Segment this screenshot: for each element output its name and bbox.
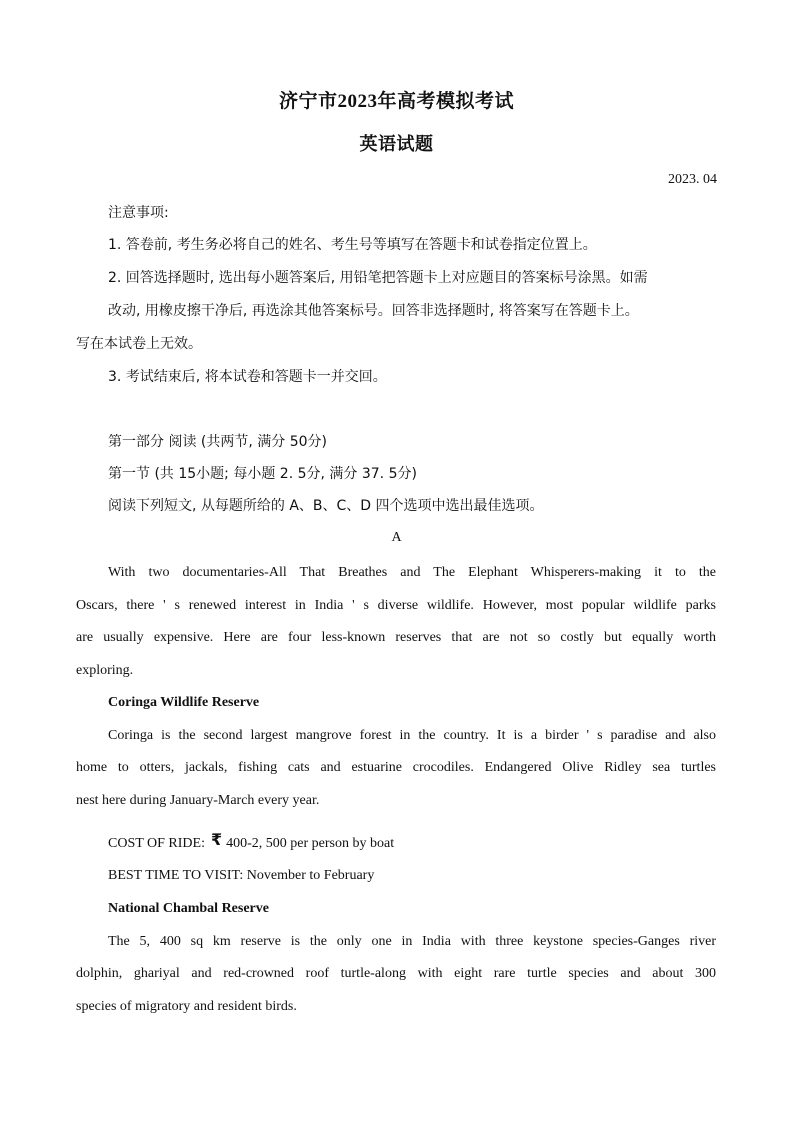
chambal-desc-line-2: dolphin, ghariyal and red-crowned roof turtle-along with eight rare turtle species and about 300 bbox=[76, 966, 716, 981]
notice-heading: 注意事项: bbox=[108, 205, 169, 221]
coringa-best-time: BEST TIME TO VISIT: November to February bbox=[108, 868, 375, 883]
passage-intro-line-2: Oscars, there ' s renewed interest in India ' s diverse wildlife. However, most popular wildlife parks bbox=[76, 598, 716, 613]
chambal-desc-line-3: species of migratory and resident birds. bbox=[76, 999, 297, 1014]
exam-title: 济宁市2023年高考模拟考试 bbox=[278, 91, 514, 112]
part1-heading: 第一部分 阅读 (共两节, 满分 50分) bbox=[108, 434, 327, 450]
notice-item-2-line-3: 写在本试卷上无效。 bbox=[76, 336, 202, 352]
coringa-desc-line-2: home to otters, jackals, fishing cats and estuarine crocodiles. Endangered Olive Ridley sea turtles bbox=[76, 760, 716, 775]
chambal-desc-line-1: The 5, 400 sq km reserve is the only one in India with three keystone species-Ganges river bbox=[108, 934, 716, 949]
passage-label: A bbox=[391, 530, 402, 545]
notice-item-2-line-1: 2. 回答选择题时, 选出每小题答案后, 用铅笔把答题卡上对应题目的答案标号涂黑。如需 bbox=[108, 270, 648, 286]
passage-intro-line-4: exploring. bbox=[76, 663, 134, 678]
rupee-icon: ₹ bbox=[210, 830, 223, 849]
notice-item-3: 3. 考试结束后, 将本试卷和答题卡一并交回。 bbox=[108, 369, 387, 385]
section1-instruction: 阅读下列短文, 从每题所给的 A、B、C、D 四个选项中选出最佳选项。 bbox=[108, 498, 544, 514]
coringa-desc-line-1: Coringa is the second largest mangrove forest in the country. It is a birder ' s paradise and also bbox=[108, 728, 716, 743]
section1-heading: 第一节 (共 15小题; 每小题 2. 5分, 满分 37. 5分) bbox=[108, 466, 417, 482]
coringa-desc-line-3: nest here during January-March every year. bbox=[76, 793, 320, 808]
passage-intro-line-1: With two documentaries-All That Breathes and The Elephant Whisperers-making it to the bbox=[108, 565, 716, 580]
reserve-name-coringa: Coringa Wildlife Reserve bbox=[108, 695, 260, 710]
passage-intro-line-3: are usually expensive. Here are four less-known reserves that are not so costly but equally worth bbox=[76, 630, 716, 645]
notice-item-2-line-2: 改动, 用橡皮擦干净后, 再选涂其他答案标号。回答非选择题时, 将答案写在答题卡上。 bbox=[108, 303, 639, 319]
cost-label: COST OF RIDE: bbox=[108, 836, 205, 851]
cost-value: 400-2, 500 per person by boat bbox=[226, 836, 395, 851]
reserve-name-chambal: National Chambal Reserve bbox=[108, 901, 269, 916]
notice-item-1: 1. 答卷前, 考生务必将自己的姓名、考生号等填写在答题卡和试卷指定位置上。 bbox=[108, 237, 597, 253]
exam-date: 2023. 04 bbox=[668, 172, 717, 187]
coringa-cost-row bbox=[108, 830, 395, 853]
exam-subtitle: 英语试题 bbox=[359, 134, 434, 154]
